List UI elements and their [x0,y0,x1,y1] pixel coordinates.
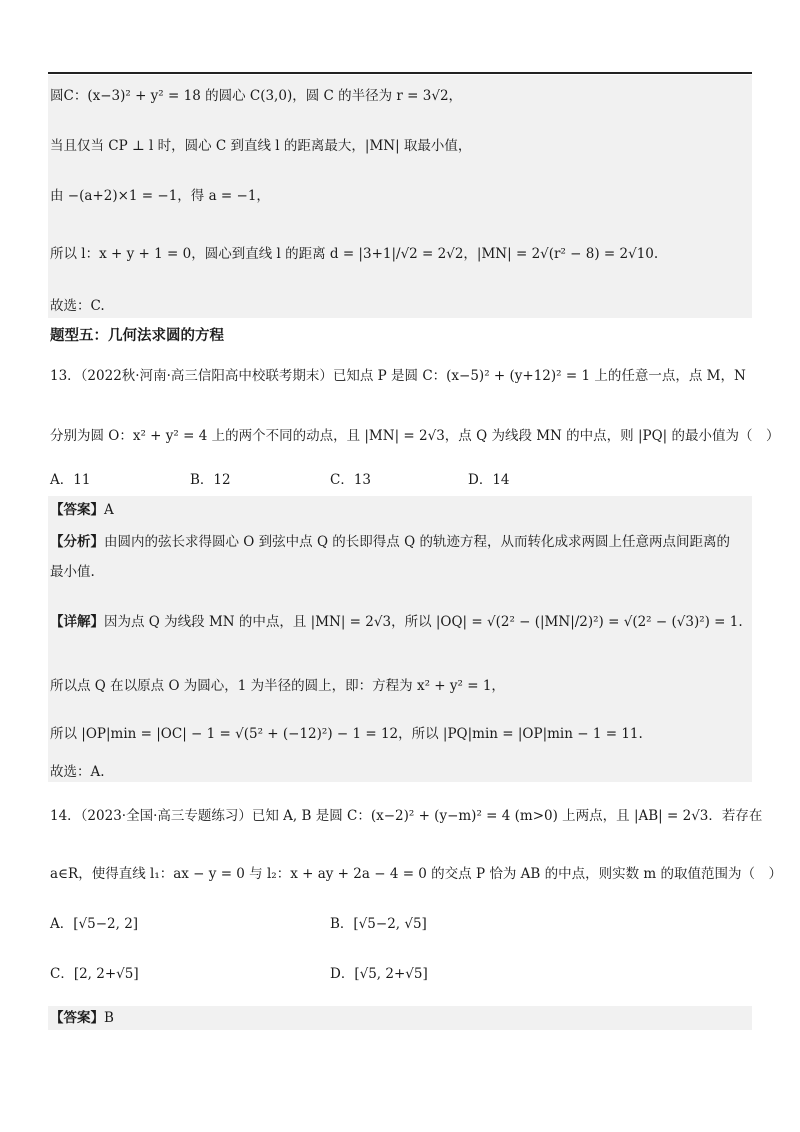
q13-option-c: C．13 [330,472,372,488]
q13-option-d: D．14 [468,472,510,488]
q14-stem-line-2: a∈R，使得直线 l₁：ax − y = 0 与 l₂：x + ay + 2a − 4 = 0 的交点 P 恰为 AB 的中点，则实数 m 的取值范围为（ ） [50,866,782,882]
q13-stem-line-2: 分别为圆 O：x² + y² = 4 上的两个不同的动点，且 |MN| = 2√3，点 Q 为线段 MN 的中点，则 |PQ| 的最小值为（ ） [50,428,780,444]
q13-detail-line-3: 所以 |OP|min = |OC| − 1 = √(5² + (−12)²) − 1 = 12，所以 |PQ|min = |OP|min − 1 = 11. [50,726,643,742]
q14-answer [50,1008,114,1028]
q13-detail-line-2: 所以点 Q 在以原点 O 为圆心，1 为半径的圆上，即：方程为 x² + y² = 1， [50,678,505,694]
top-rule [48,72,752,74]
detail-tag: 【详解】 [50,614,104,630]
q14-option-b: B．[√5−2, √5] [330,916,427,932]
q14-option-c: C．[2, 2+√5] [50,966,139,982]
q13-analysis-line-2: 最小值. [50,564,95,580]
prev-solution-line-2: 当且仅当 CP ⊥ l 时，圆心 C 到直线 l 的距离最大，|MN| 取最小值， [50,138,472,154]
prev-solution-conclusion: 故选：C. [50,298,105,314]
q13-detail-line-1 [50,612,743,632]
prev-solution-line-4: 所以 l：x + y + 1 = 0，圆心到直线 l 的距离 d = |3+1|/√2 = 2√2，|MN| = 2√(r² − 8) = 2√10. [50,246,659,262]
q13-conclusion: 故选：A. [50,764,105,780]
q14-option-a: A．[√5−2, 2] [50,916,139,932]
q14-stem-line-1: 14．（2023·全国·高三专题练习）已知 A, B 是圆 C：(x−2)² + (y−m)² = 4 (m>0) 上两点，且 |AB| = 2√3．若存在 [50,808,763,824]
answer-value: B [104,1010,114,1026]
answer-value: A [104,502,114,518]
q13-analysis-line-1 [50,532,730,552]
section-title: 题型五：几何法求圆的方程 [50,328,224,344]
prev-solution-line-3: 由 −(a+2)×1 = −1，得 a = −1， [50,188,270,204]
q13-answer [50,500,114,520]
q13-option-a: A．11 [50,472,91,488]
q13-option-b: B．12 [190,472,231,488]
detail-text: 因为点 Q 为线段 MN 的中点，且 |MN| = 2√3，所以 |OQ| = √(2² − (|MN|/2)²) = √(2² − (√3)²) = 1. [104,614,743,630]
analysis-tag: 【分析】 [50,534,104,550]
q13-stem-line-1: 13．（2022秋·河南·高三信阳高中校联考期末）已知点 P 是圆 C：(x−5)² + (y+12)² = 1 上的任意一点，点 M，N [50,368,746,384]
answer-tag: 【答案】 [50,502,104,518]
q14-option-d: D．[√5, 2+√5] [330,966,428,982]
prev-solution-line-1: 圆C：(x−3)² + y² = 18 的圆心 C(3,0)，圆 C 的半径为 r = 3√2， [50,88,463,104]
q14-solution-block [48,1006,752,1030]
answer-tag: 【答案】 [50,1010,104,1026]
analysis-text: 由圆内的弦长求得圆心 O 到弦中点 Q 的长即得点 Q 的轨迹方程，从而转化成求两圆上任意两点间距离的 [104,534,730,550]
